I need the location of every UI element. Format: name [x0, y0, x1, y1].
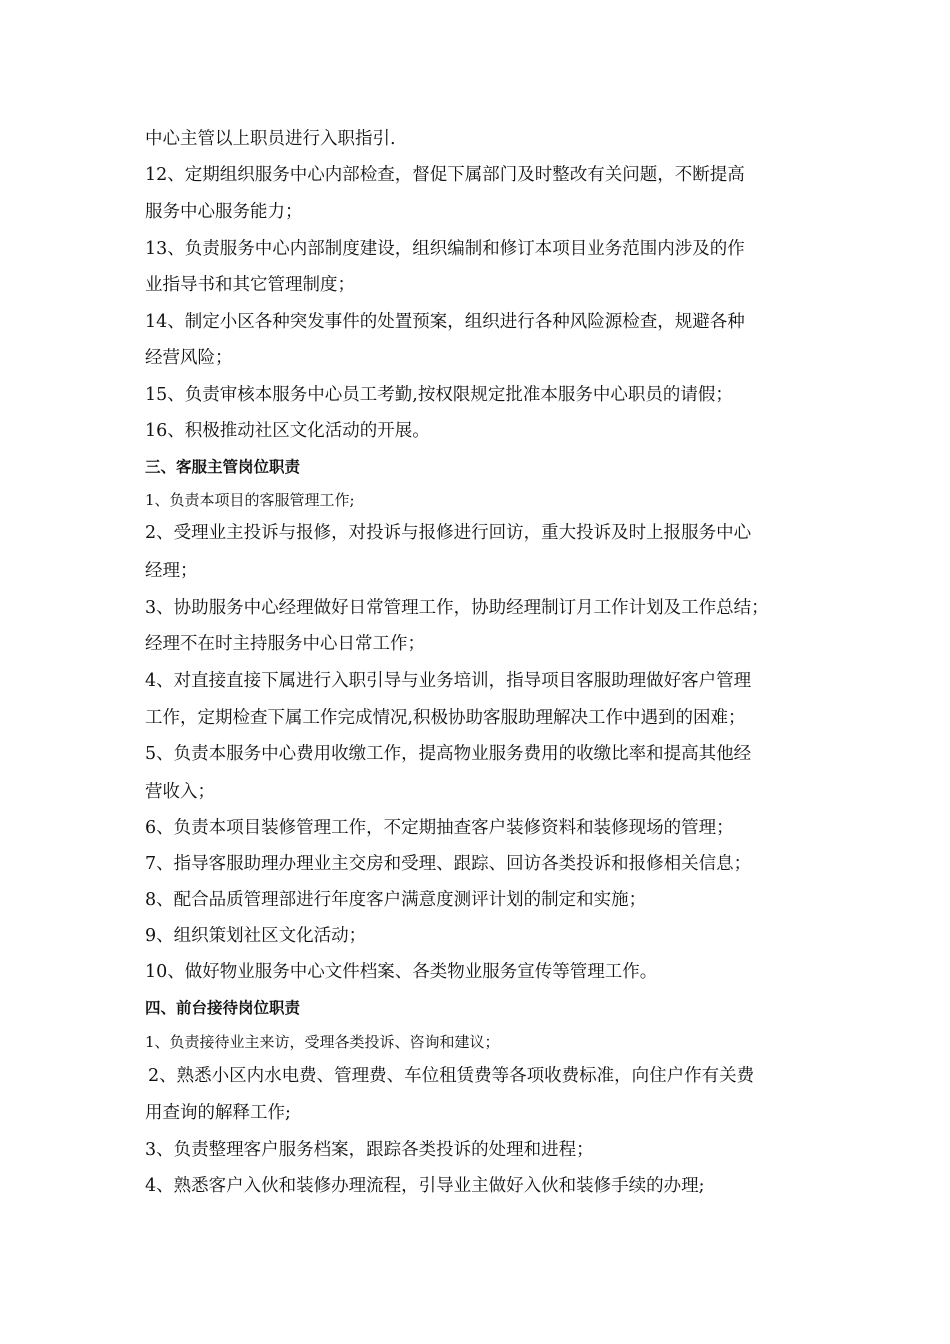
text-line: 1、负责接待业主来访，受理各类投诉、咨询和建议；	[145, 1033, 500, 1051]
text-line: 服务中心服务能力；	[145, 202, 303, 222]
section-heading: 三、客服主管岗位职责	[145, 457, 301, 476]
text-line: 7、指导客服助理办理业主交房和受理、跟踪、回访各类投诉和报修相关信息；	[145, 854, 752, 874]
text-line: 用查询的解释工作;	[145, 1103, 291, 1123]
text-line: 2、熟悉小区内水电费、管理费、车位租赁费等各项收费标准，向住户作有关费	[148, 1066, 755, 1086]
section-heading: 四、前台接待岗位职责	[145, 998, 301, 1017]
text-line: 3、协助服务中心经理做好日常管理工作，协助经理制订月工作计划及工作总结；	[145, 598, 769, 618]
text-line: 9、组织策划社区文化活动；	[145, 926, 367, 946]
text-line: 营收入；	[145, 782, 215, 802]
text-line: 业指导书和其它管理制度；	[145, 275, 355, 295]
text-line: 经理不在时主持服务中心日常工作；	[145, 634, 425, 654]
text-line: 12、定期组织服务中心内部检查，督促下属部门及时整改有关问题，不断提高	[145, 165, 745, 185]
text-line: 5、负责本服务中心费用收缴工作，提高物业服务费用的收缴比率和提高其他经	[145, 744, 752, 764]
text-line: 8、配合品质管理部进行年度客户满意度测评计划的制定和实施；	[145, 890, 647, 910]
text-line: 10、做好物业服务中心文件档案、各类物业服务宣传等管理工作。	[145, 962, 658, 982]
text-line: 4、对直接直接下属进行入职引导与业务培训，指导项目客服助理做好客户管理	[145, 671, 752, 691]
text-line: 1、负责本项目的客服管理工作;	[145, 491, 355, 509]
text-line: 6、负责本项目装修管理工作，不定期抽查客户装修资料和装修现场的管理；	[145, 818, 734, 838]
text-line: 16、积极推动社区文化活动的开展。	[145, 421, 430, 441]
text-line: 经理；	[145, 561, 198, 581]
text-line: 经营风险；	[145, 348, 233, 368]
text-line: 中心主管以上职员进行入职指引.	[145, 129, 396, 149]
text-line: 3、负责整理客户服务档案，跟踪各类投诉的处理和进程；	[145, 1140, 594, 1160]
text-line: 13、负责服务中心内部制度建设，组织编制和修订本项目业务范围内涉及的作	[145, 239, 745, 259]
text-line: 工作，定期检查下属工作完成情况,积极协助客服助理解决工作中遇到的困难；	[145, 708, 746, 728]
text-line: 15、负责审核本服务中心员工考勤,按权限规定批准本服务中心职员的请假；	[145, 385, 733, 405]
text-line: 14、制定小区各种突发事件的处置预案，组织进行各种风险源检查，规避各种	[145, 312, 745, 332]
text-line: 4、熟悉客户入伙和装修办理流程，引导业主做好入伙和装修手续的办理;	[145, 1176, 705, 1196]
text-line: 2、受理业主投诉与报修，对投诉与报修进行回访，重大投诉及时上报服务中心	[145, 523, 752, 543]
